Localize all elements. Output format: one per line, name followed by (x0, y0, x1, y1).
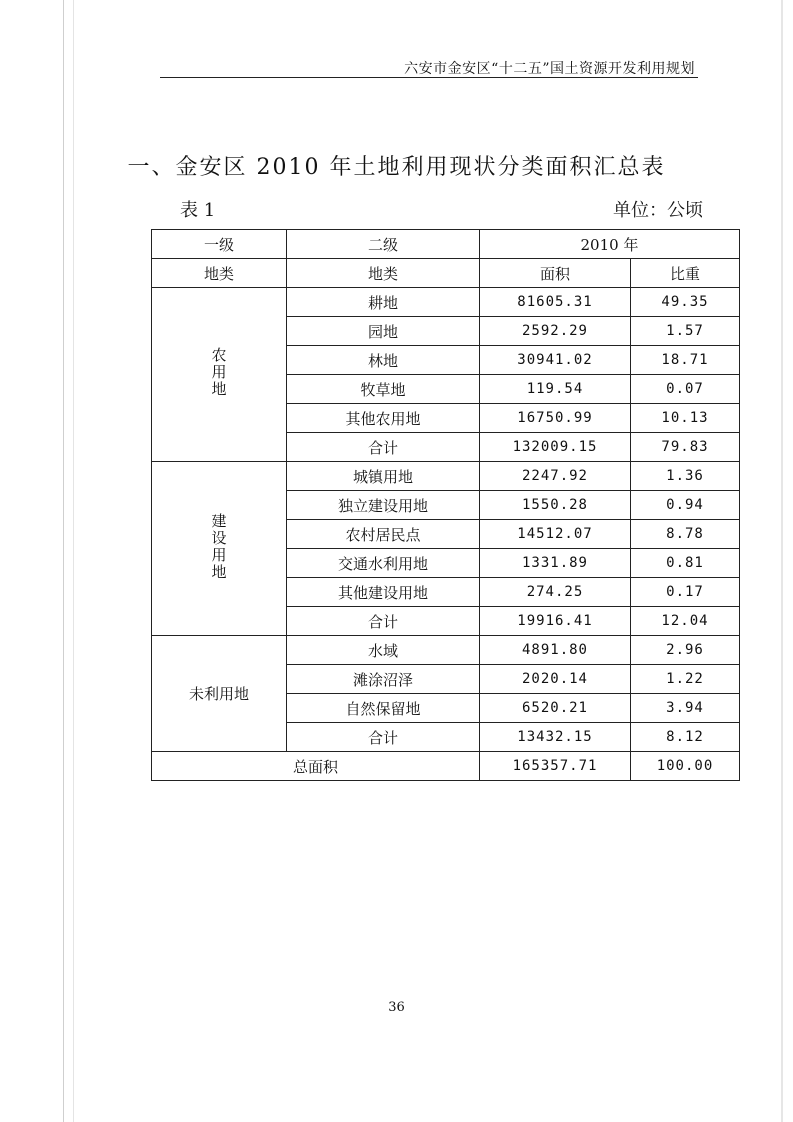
row-name: 独立建设用地 (287, 491, 480, 520)
row-name: 合计 (287, 723, 480, 752)
row-ratio: 2.96 (631, 636, 740, 665)
table-label: 表 1 (180, 200, 216, 221)
row-area: 30941.02 (480, 346, 631, 375)
group-label: 建设用地 (209, 512, 228, 581)
land-use-table (151, 229, 740, 781)
header-rule (160, 77, 698, 78)
group-agricultural (152, 288, 287, 462)
row-ratio: 10.13 (631, 404, 740, 433)
row-name: 水域 (287, 636, 480, 665)
row-area: 1331.89 (480, 549, 631, 578)
row-name: 耕地 (287, 288, 480, 317)
header-row-2 (152, 259, 740, 288)
page-number: 36 (388, 1000, 405, 1015)
row-name: 其他农用地 (287, 404, 480, 433)
row-area: 6520.21 (480, 694, 631, 723)
row-ratio: 8.78 (631, 520, 740, 549)
row-ratio: 49.35 (631, 288, 740, 317)
row-area: 4891.80 (480, 636, 631, 665)
table-row (152, 288, 740, 317)
group-construction (152, 462, 287, 636)
row-area: 274.25 (480, 578, 631, 607)
row-area: 16750.99 (480, 404, 631, 433)
row-ratio: 1.57 (631, 317, 740, 346)
header-year: 2010 年 (480, 230, 740, 259)
group-label: 农用地 (209, 347, 228, 398)
row-area: 81605.31 (480, 288, 631, 317)
header-area: 面积 (480, 259, 631, 288)
header-row-1 (152, 230, 740, 259)
row-area: 2020.14 (480, 665, 631, 694)
row-area: 13432.15 (480, 723, 631, 752)
row-ratio: 3.94 (631, 694, 740, 723)
row-ratio: 0.17 (631, 578, 740, 607)
row-name: 合计 (287, 433, 480, 462)
row-name: 城镇用地 (287, 462, 480, 491)
row-name: 牧草地 (287, 375, 480, 404)
row-ratio: 1.22 (631, 665, 740, 694)
row-name: 农村居民点 (287, 520, 480, 549)
header-level1-type: 地类 (152, 259, 287, 288)
total-ratio: 100.00 (631, 752, 740, 781)
row-ratio: 1.36 (631, 462, 740, 491)
row-name: 交通水利用地 (287, 549, 480, 578)
running-header: 六安市金安区“十二五”国土资源开发利用规划 (404, 61, 695, 77)
row-ratio: 12.04 (631, 607, 740, 636)
total-label: 总面积 (152, 752, 480, 781)
row-area: 14512.07 (480, 520, 631, 549)
row-name: 其他建设用地 (287, 578, 480, 607)
row-name: 合计 (287, 607, 480, 636)
table-row-total (152, 752, 740, 781)
row-ratio: 8.12 (631, 723, 740, 752)
row-area: 19916.41 (480, 607, 631, 636)
unit-label: 单位：公顷 (613, 200, 703, 221)
row-name: 滩涂沼泽 (287, 665, 480, 694)
row-name: 园地 (287, 317, 480, 346)
header-ratio: 比重 (631, 259, 740, 288)
row-name: 自然保留地 (287, 694, 480, 723)
row-ratio: 18.71 (631, 346, 740, 375)
row-area: 132009.15 (480, 433, 631, 462)
group-unused (152, 636, 287, 752)
row-ratio: 0.94 (631, 491, 740, 520)
row-ratio: 0.07 (631, 375, 740, 404)
group-label: 未利用地 (188, 685, 249, 703)
header-level2: 二级 (287, 230, 480, 259)
row-ratio: 79.83 (631, 433, 740, 462)
row-area: 2592.29 (480, 317, 631, 346)
table-row (152, 462, 740, 491)
row-area: 2247.92 (480, 462, 631, 491)
page-title: 一、金安区 2010 年土地利用现状分类面积汇总表 (127, 155, 666, 180)
row-area: 1550.28 (480, 491, 631, 520)
row-ratio: 0.81 (631, 549, 740, 578)
table-row (152, 636, 740, 665)
header-level2-type: 地类 (287, 259, 480, 288)
header-level1: 一级 (152, 230, 287, 259)
row-name: 林地 (287, 346, 480, 375)
total-area: 165357.71 (480, 752, 631, 781)
row-area: 119.54 (480, 375, 631, 404)
